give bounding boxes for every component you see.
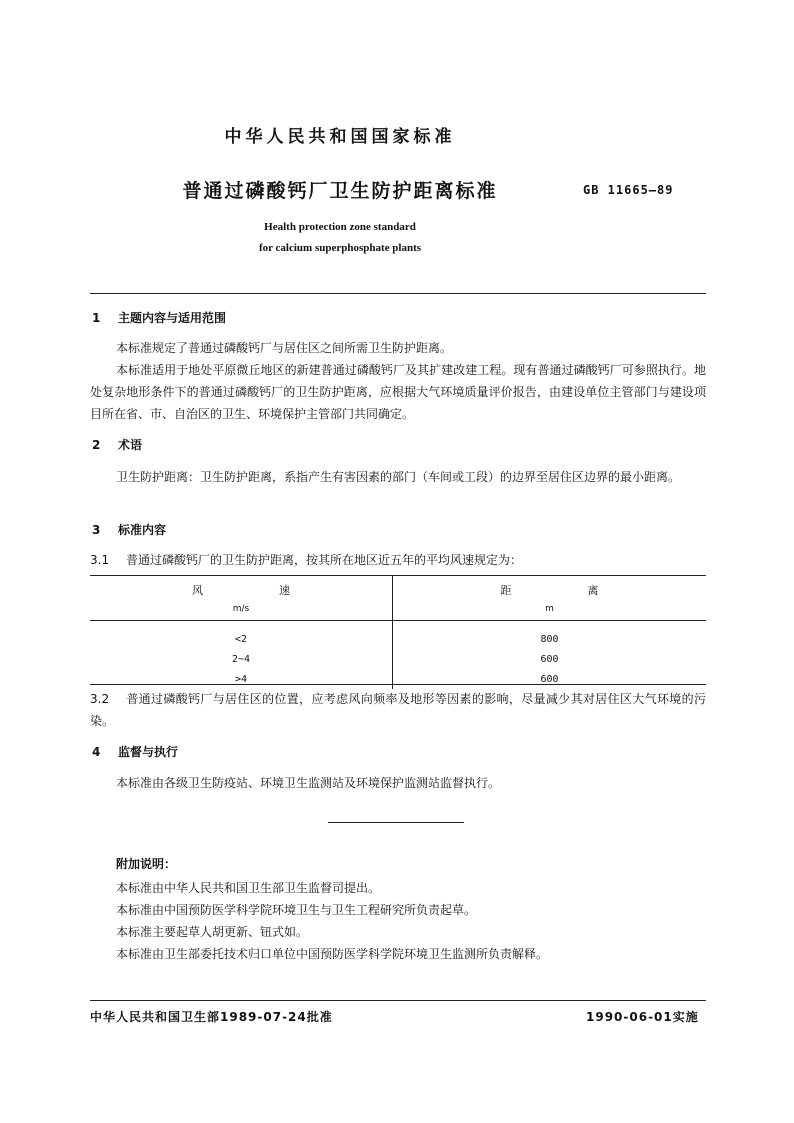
header-divider — [90, 293, 706, 294]
table-row — [90, 629, 706, 649]
wind-speed-cell: >4 — [90, 669, 393, 689]
section-title: 标准内容 — [118, 523, 167, 537]
section-number: 4 — [92, 745, 101, 759]
distance-cell: 800 — [540, 633, 559, 645]
section-1-heading — [92, 309, 226, 326]
section-3-heading — [92, 521, 166, 538]
table-header-row — [90, 576, 706, 621]
wind-speed-distance-table — [90, 576, 706, 689]
wind-speed-cell: 2~4 — [90, 649, 393, 669]
clause-3-2 — [90, 688, 706, 732]
header-char: 离 — [587, 584, 599, 597]
header-char: 距 — [500, 584, 512, 597]
footer-divider — [90, 1000, 706, 1001]
distance-header — [393, 576, 707, 621]
wind-speed-header — [90, 576, 393, 621]
clause-text: 普通过磷酸钙厂的卫生防护距离，按其所在地区近五年的平均风速规定为： — [126, 553, 523, 567]
section-number: 3 — [92, 523, 101, 537]
standard-title: 普通过磷酸钙厂卫生防护距离标准 — [182, 180, 498, 202]
clause-number: 3.1 — [90, 553, 110, 567]
english-title-line2: for calcium superphosphate plants — [258, 242, 422, 254]
table-row — [90, 649, 706, 669]
end-of-text-rule — [328, 822, 464, 823]
wind-speed-unit: m/s — [232, 604, 250, 614]
table-row — [90, 669, 706, 689]
wind-speed-cell: <2 — [90, 629, 393, 649]
distance-cell: 600 — [540, 673, 559, 685]
header-char: 速 — [279, 584, 290, 597]
distance-unit: m — [545, 604, 554, 614]
national-standard-heading: 中华人民共和国国家标准 — [224, 127, 456, 147]
section-1-paragraph-1: 本标准规定了普通过磷酸钙厂与居住区之间所需卫生防护距离。 — [116, 341, 453, 355]
additional-notes-title: 附加说明： — [116, 857, 177, 871]
table-bottom-rule — [90, 684, 706, 685]
section-1-paragraph-2: 本标准适用于地处平原微丘地区的新建普通过磷酸钙厂及其扩建改建工程。现有普通过磷酸钙厂可参照执行。地处复杂地形条件下的普通过磷酸钙厂的卫生防护距离，应根据大气环境质量评价报告，由建设单位主管部门与建设项目所在省、市、自治区的卫生、环境保护主管部门共同确定。 — [90, 363, 706, 421]
standard-code: GB 11665—89 — [583, 183, 674, 197]
section-4-paragraph-1: 本标准由各级卫生防疫站、环境卫生监测站及环境保护监测站监督执行。 — [116, 776, 501, 790]
section-number: 2 — [92, 438, 101, 452]
additional-note: 本标准由中华人民共和国卫生部卫生监督司提出。 — [116, 881, 381, 895]
additional-note: 本标准主要起草人胡更新、钮式如。 — [116, 925, 309, 939]
clause-3-1 — [90, 549, 706, 571]
section-title: 术语 — [118, 438, 143, 452]
header-char: 风 — [192, 584, 203, 597]
approval-info: 中华人民共和国卫生部1989-07-24批准 — [90, 1010, 333, 1024]
section-2-heading — [92, 436, 142, 453]
section-number: 1 — [92, 311, 101, 325]
section-2-paragraph-1: 卫生防护距离：卫生防护距离，系指产生有害因素的部门（车间或工段）的边界至居住区边界的最小距离。 — [116, 470, 681, 484]
section-title: 主题内容与适用范围 — [118, 311, 227, 325]
distance-cell: 600 — [540, 653, 559, 665]
clause-number: 3.2 — [90, 692, 110, 706]
clause-text: 普通过磷酸钙厂与居住区的位置，应考虑风向频率及地形等因素的影响，尽量减少其对居住区大气环境的污染。 — [90, 692, 706, 728]
section-title: 监督与执行 — [118, 745, 179, 759]
additional-note: 本标准由卫生部委托技术归口单位中国预防医学科学院环境卫生监测所负责解释。 — [116, 947, 549, 961]
implementation-date: 1990-06-01实施 — [586, 1010, 699, 1024]
section-4-heading — [92, 743, 178, 760]
english-title-line1: Health protection zone standard — [264, 221, 416, 233]
additional-note: 本标准由中国预防医学科学院环境卫生与卫生工程研究所负责起草。 — [116, 903, 477, 917]
